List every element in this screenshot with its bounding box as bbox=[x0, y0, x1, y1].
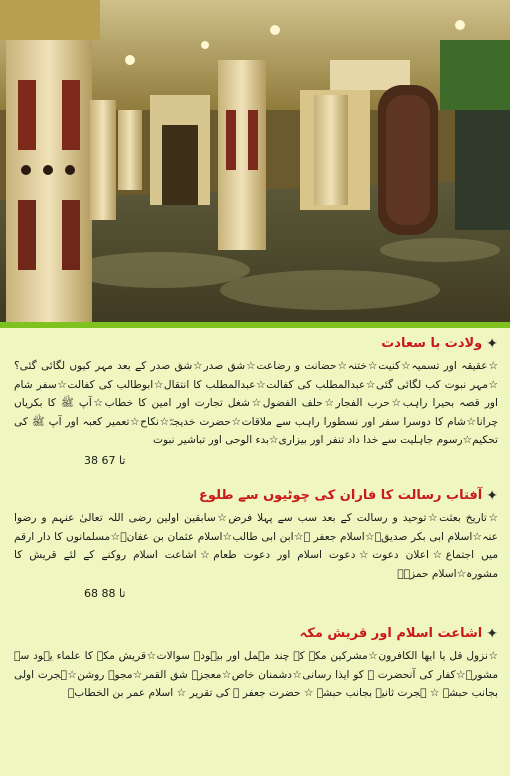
masjid-nabawi-photo bbox=[0, 0, 510, 322]
section-title: آفتاب رسالت کا فاران کی چوٹیوں سے طلوع bbox=[199, 488, 483, 503]
section-title: ولادت با سعادت bbox=[381, 336, 483, 351]
mosque-interior-illustration bbox=[0, 0, 510, 322]
section-sun-of-prophethood bbox=[14, 488, 498, 600]
section-title: اشاعت اسلام اور قریش مکہ bbox=[299, 626, 483, 641]
section-heading bbox=[14, 488, 498, 503]
content-area bbox=[0, 328, 510, 776]
section-body: ☆عقیقہ اور تسمیہ☆کنیت☆ختنہ☆حضانت و رضاعت☆شق صدر☆شق صدر کے بعد مہر کیوں لگائی گئی؟☆مہر نبوت کب لگائی گئی☆عبدالمطلب کی کفالت☆عبدالمطلب کا انتقال☆ابوطالب کی کفالت☆سفر شام اور قصہ بحیرا راہب☆حرب الفجار☆حلف الفضول☆شغل تجارت اور امین کا خطاب☆آپ ﷺ کا بکریاں چرانا☆شام کا دوسرا سفر اور نسطورا راہب سے ملاقات☆حضرت خدیجہؓ☆نکاح☆تعمیر کعبہ اور آپ ﷺ کی تحکیم☆رسوم جاہلیت سے خدا داد تنفر اور بیزاری☆بدء الوحی اور تباشیر نبوت bbox=[14, 360, 498, 446]
section-spread-of-islam bbox=[14, 626, 498, 703]
star-bullet-icon: ✦ bbox=[486, 335, 498, 352]
section-heading bbox=[14, 626, 498, 641]
section-heading bbox=[14, 336, 498, 351]
page-range: 38 تا 67 bbox=[84, 453, 126, 467]
star-bullet-icon: ✦ bbox=[486, 625, 498, 642]
section-body: ☆تاریخ بعثت☆توحید و رسالت کے بعد سب سے پہلا فرض☆سابقین اولین رضی اللہ تعالیٰ عنہم و رضوا عنہ☆اسلام ابی بکر صدیقؓ☆اسلام جعفر ؓ☆ابن ابی طالب☆اسلام عثمان بن عفانؓ☆مسلمانوں کا دار ارقم میں اجتماع☆اعلان دعوت☆دعوت اسلام اور دعوت طعام☆اشاعت اسلام روکنے کے لئے قریش کا مشورہ☆اسلام حمزہؓ bbox=[14, 512, 498, 580]
section-birth bbox=[14, 336, 498, 467]
page-range: 68 تا 88 bbox=[84, 587, 126, 600]
section-body: ☆نزول قل یا ایھا الکافرون☆مشرکین مکہ کے چند مہمل اور بیہودہ سوالات☆قریش مکہ کا علماء یہود سے مشورہ☆کفار کی آنحضرت ﷺ کو ایذا رسانی☆دشمنان خاص☆معجزہ شق القمر☆مجوہ روشن☆ہجرت اولی بجانب حبشہ ☆ ہجرت ثانیہ بجانب حبشہ ☆ حضرت جعفر ؓ کی تقریر ☆ اسلام عمر بن الخطابؓ bbox=[14, 650, 498, 699]
star-bullet-icon: ✦ bbox=[486, 487, 498, 504]
